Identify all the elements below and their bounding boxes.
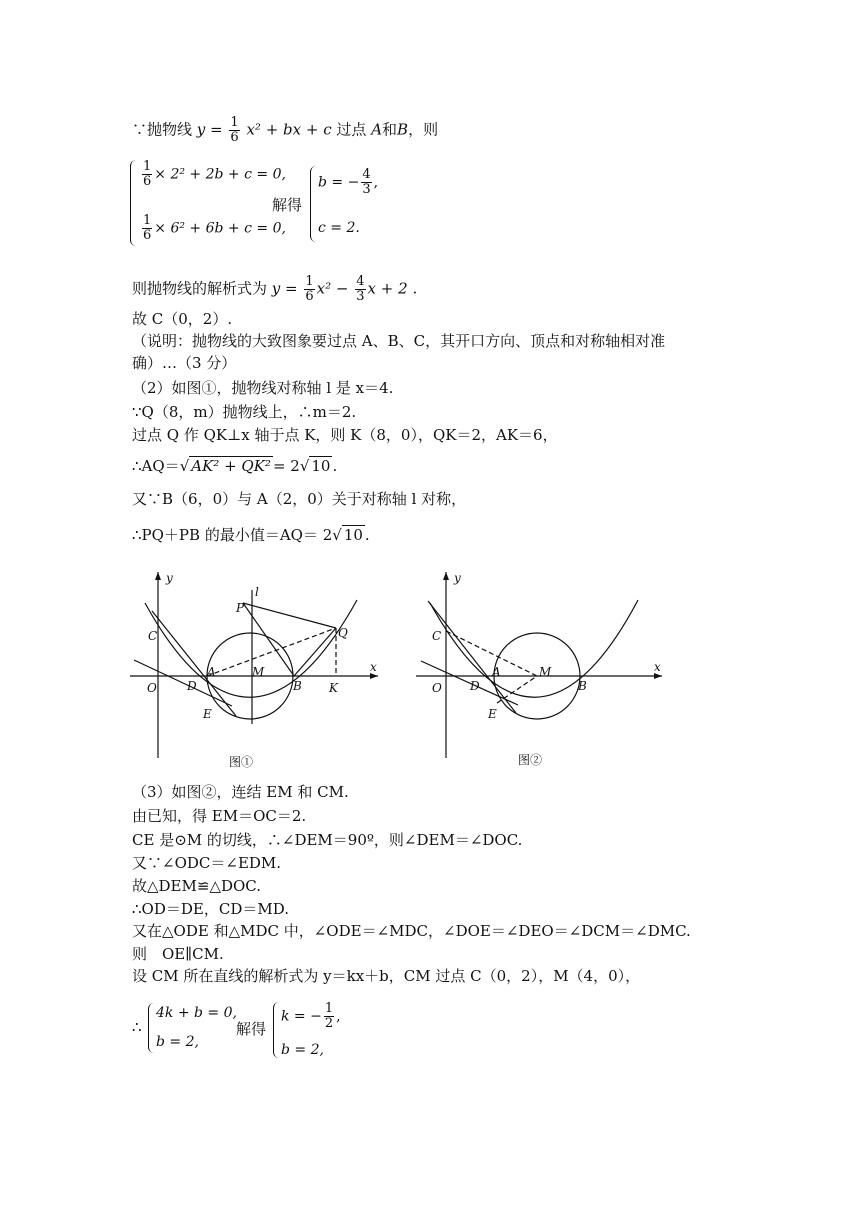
numerator: 1 bbox=[143, 213, 152, 228]
figure-1-caption: 图① bbox=[229, 755, 254, 769]
eq-lhs: y = bbox=[271, 279, 298, 298]
system-row-1 bbox=[140, 160, 286, 189]
row-text: × 6² + 6b + c = 0, bbox=[154, 220, 286, 237]
y-arrow-icon bbox=[155, 572, 161, 580]
line-od-de: ∴OD＝DE，CD＝MD. bbox=[132, 900, 289, 918]
text: ∵抛物线 bbox=[132, 120, 193, 139]
line-part-3: （3）如图②，连结 EM 和 CM. bbox=[132, 783, 349, 801]
row-text: × 2² + 2b + c = 0, bbox=[154, 166, 286, 183]
label-b: B bbox=[293, 679, 302, 693]
segment-pb bbox=[243, 603, 294, 676]
label-c: C bbox=[148, 629, 158, 643]
numerator: 1 bbox=[305, 274, 314, 289]
denominator: 6 bbox=[230, 130, 239, 145]
line-aq-length bbox=[132, 456, 337, 476]
sqrt-icon: √ bbox=[179, 457, 190, 475]
segment-aq bbox=[207, 628, 336, 676]
line-point-c: 故 C（0，2）. bbox=[132, 310, 233, 328]
line-parallel: 则 OE∥CM. bbox=[132, 945, 224, 963]
eq-lhs: y = bbox=[196, 120, 223, 139]
text: 过点 bbox=[336, 120, 367, 139]
denominator: 3 bbox=[356, 289, 365, 304]
line-min-value bbox=[132, 525, 370, 545]
text: . bbox=[412, 279, 418, 298]
tangent-ce bbox=[428, 601, 516, 713]
line-q-on-parabola: ∵Q（8，m）抛物线上，∴m＝2. bbox=[132, 403, 357, 421]
left-brace bbox=[130, 160, 137, 246]
line-angle-odc: 又∵∠ODC＝∠EDM. bbox=[132, 854, 282, 872]
therefore-symbol: ∴ bbox=[132, 1018, 142, 1036]
solve-label: 解得 bbox=[236, 1020, 267, 1038]
label-d: D bbox=[470, 679, 480, 693]
numerator: 1 bbox=[324, 1001, 334, 1016]
line-symmetry: 又∵B（6，0）与 A（2，0）关于对称轴 l 对称， bbox=[132, 490, 467, 508]
line-congruent: 故△DEM≌△DOC. bbox=[132, 877, 262, 895]
label-a: A bbox=[207, 665, 216, 679]
fraction bbox=[324, 1002, 334, 1031]
fraction bbox=[142, 214, 152, 243]
system-row-2: b = 2, bbox=[156, 1034, 199, 1050]
line-triangles: 又在△ODE 和△MDC 中，∠ODE＝∠MDC，∠DOE＝∠DEO＝∠DCM＝∠DMC. bbox=[132, 922, 691, 940]
solution-row-1 bbox=[281, 1002, 341, 1031]
text: . bbox=[332, 457, 338, 475]
label-y: y bbox=[454, 571, 461, 585]
numerator: 4 bbox=[356, 274, 365, 289]
eq-part: x + 2 bbox=[367, 279, 408, 298]
label-b: B bbox=[578, 679, 587, 693]
line-parabola-through-ab bbox=[132, 116, 438, 145]
row-text: k = − bbox=[281, 1008, 322, 1025]
label-e: E bbox=[203, 707, 212, 721]
text: ∴PQ＋PB 的最小值＝AQ＝ 2 bbox=[132, 526, 333, 544]
line-cm-equation: 设 CM 所在直线的解析式为 y＝kx＋b，CM 过点 C（0，2），M（4，0）， bbox=[132, 967, 641, 985]
numerator: 1 bbox=[230, 115, 239, 130]
text: = 2 bbox=[272, 457, 300, 475]
segment-pq bbox=[243, 603, 336, 628]
fraction bbox=[355, 275, 365, 304]
label-m: M bbox=[539, 665, 552, 679]
radicand: 10 bbox=[311, 457, 331, 475]
solve-label: 解得 bbox=[272, 196, 303, 214]
label-p: P bbox=[236, 601, 245, 615]
line-note-1: （说明：抛物线的大致图象要过点 A、B、C，其开口方向、顶点和对称轴相对准 bbox=[132, 332, 666, 350]
line-em-oc: 由已知，得 EM＝OC＝2. bbox=[132, 807, 307, 825]
line-note-2: 确）…（3 分） bbox=[132, 354, 237, 372]
label-o: O bbox=[147, 681, 157, 695]
figure-2-caption: 图② bbox=[518, 753, 543, 767]
text: ∴AQ＝ bbox=[132, 457, 180, 475]
line-parabola-equation bbox=[132, 275, 417, 304]
sqrt-icon: √ bbox=[299, 457, 310, 475]
label-c: C bbox=[432, 629, 442, 643]
fraction bbox=[142, 160, 152, 189]
left-brace bbox=[148, 1003, 155, 1053]
system-row-2 bbox=[140, 214, 286, 243]
denominator: 2 bbox=[324, 1016, 334, 1031]
denominator: 6 bbox=[143, 174, 152, 189]
sqrt-icon: √ bbox=[332, 526, 342, 544]
numerator: 1 bbox=[143, 159, 152, 174]
text: 和 bbox=[382, 120, 398, 139]
numerator: 4 bbox=[362, 167, 371, 182]
right-brace bbox=[273, 1002, 280, 1058]
solution-row-2: b = 2, bbox=[281, 1042, 324, 1058]
label-o: O bbox=[432, 681, 442, 695]
point-a: A bbox=[371, 120, 383, 139]
radicand: AK² + QK² bbox=[191, 457, 271, 475]
point-b: B bbox=[397, 120, 409, 139]
label-q: Q bbox=[338, 626, 348, 640]
label-m: M bbox=[252, 665, 265, 679]
text: . bbox=[364, 526, 370, 544]
text: ，则 bbox=[408, 120, 439, 139]
line-tangent: CE 是⊙M 的切线，∴∠DEM＝90º，则∠DEM＝∠DOC. bbox=[132, 831, 523, 849]
eq-part: x² − bbox=[316, 279, 349, 298]
y-arrow-icon bbox=[443, 572, 449, 580]
figure-1 bbox=[128, 568, 390, 776]
figure-2 bbox=[412, 568, 668, 776]
right-brace bbox=[310, 166, 317, 242]
eq-rest: x² + bx + c bbox=[246, 120, 332, 139]
fraction bbox=[304, 275, 314, 304]
fraction bbox=[361, 168, 371, 197]
system-row-1: 4k + b = 0, bbox=[156, 1005, 237, 1021]
solution-row-1 bbox=[318, 168, 378, 197]
denominator: 6 bbox=[305, 289, 314, 304]
label-x: x bbox=[370, 660, 377, 674]
row-end: , bbox=[373, 174, 379, 191]
label-d: D bbox=[187, 679, 197, 693]
label-k: K bbox=[329, 681, 338, 695]
denominator: 6 bbox=[143, 228, 152, 243]
tangent-ce bbox=[152, 611, 236, 716]
label-x: x bbox=[654, 660, 661, 674]
segment-em bbox=[497, 676, 537, 703]
row-text: b = − bbox=[318, 174, 360, 191]
line-part-2: （2）如图①，抛物线对称轴 l 是 x＝4. bbox=[132, 379, 394, 397]
parabola bbox=[430, 600, 638, 697]
fraction bbox=[229, 116, 239, 145]
label-l: l bbox=[255, 585, 259, 599]
text: 则抛物线的解析式为 bbox=[132, 279, 268, 298]
label-a: A bbox=[492, 665, 501, 679]
label-y: y bbox=[166, 571, 173, 585]
label-e: E bbox=[488, 707, 497, 721]
line-qk-perpendicular: 过点 Q 作 QK⊥x 轴于点 K，则 K（8，0），QK＝2，AK＝6， bbox=[132, 426, 558, 444]
row-end: , bbox=[336, 1008, 341, 1025]
radicand: 10 bbox=[343, 526, 363, 544]
denominator: 3 bbox=[362, 182, 371, 197]
solution-row-2: c = 2. bbox=[318, 220, 360, 236]
